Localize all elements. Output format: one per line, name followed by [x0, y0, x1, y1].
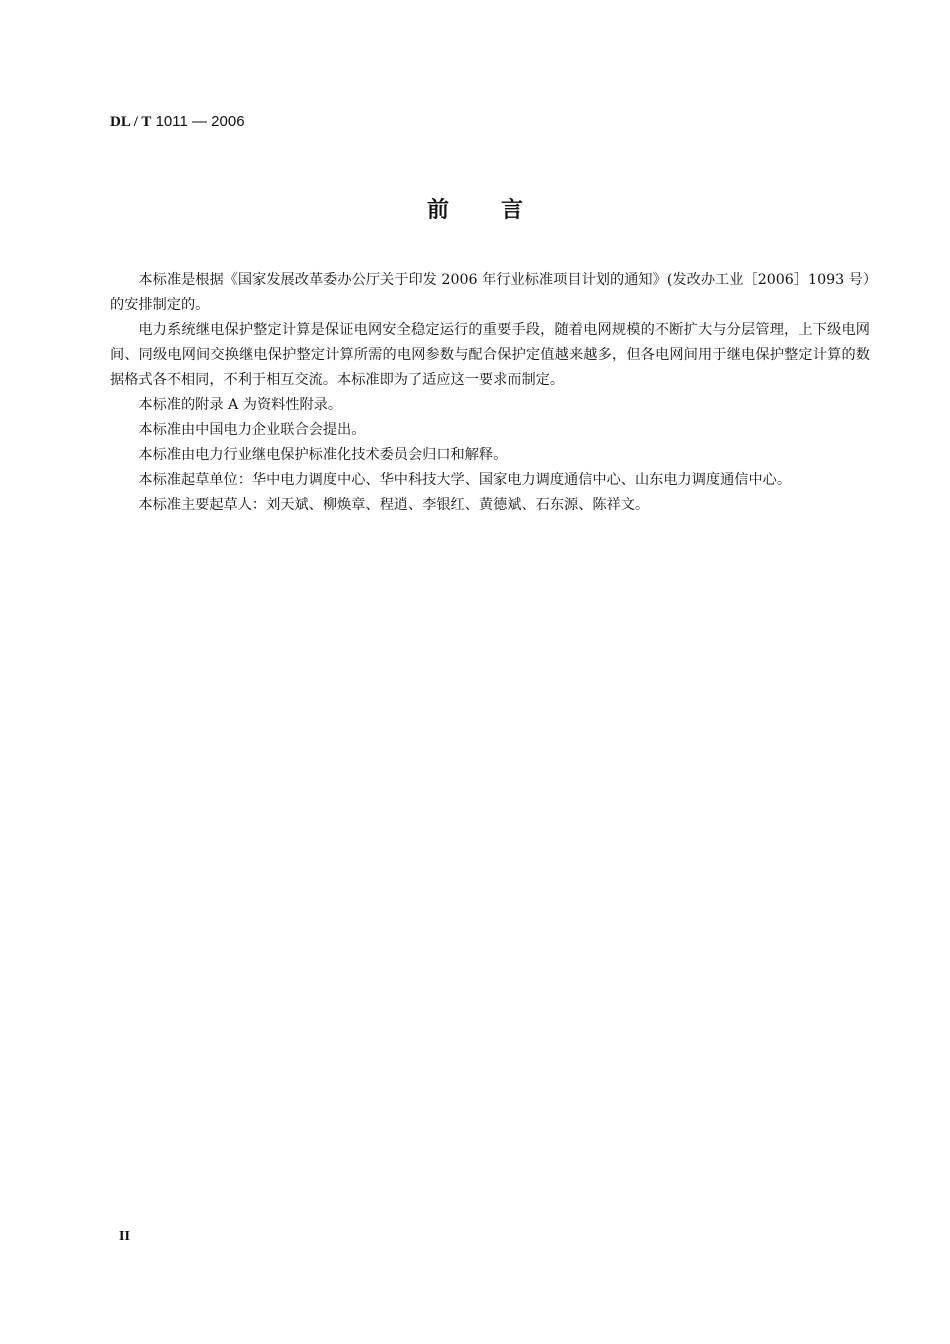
paragraph-basis: 本标准是根据《国家发展改革委办公厅关于印发 2006 年行业标准项目计划的通知》(发改办工业［2006］1093 号）的安排制定的。 — [110, 272, 870, 313]
standard-code-header — [110, 113, 245, 131]
paragraph-purpose: 电力系统继电保护整定计算是保证电网安全稳定运行的重要手段，随着电网规模的不断扩大与分层管理，上下级电网间、同级电网间交换继电保护整定计算所需的电网参数与配合保护定值越来越多，但各电网间用于继电保护整定计算的数据格式各不相同，不利于相互交流。本标准即为了适应这一要求而制定。 — [110, 322, 870, 388]
standard-number: 1011 — 2006 — [155, 113, 245, 130]
standard-prefix: DL / T — [110, 114, 152, 130]
paragraph-appendix: 本标准的附录 A 为资料性附录。 — [138, 397, 343, 413]
title-char-1: 前 — [426, 198, 449, 223]
paragraph-drafting-units: 本标准起草单位：华中电力调度中心、华中科技大学、国家电力调度通信中心、山东电力调度通信中心。 — [138, 472, 792, 488]
page-title — [0, 193, 950, 224]
foreword-body — [110, 268, 870, 518]
paragraph-administrator: 本标准由电力行业继电保护标准化技术委员会归口和解释。 — [138, 447, 508, 463]
page-number: II — [119, 1229, 130, 1244]
paragraph-proposer: 本标准由中国电力企业联合会提出。 — [138, 422, 366, 438]
title-char-2: 言 — [501, 198, 524, 223]
paragraph-drafters: 本标准主要起草人：刘天斌、柳焕章、程逍、李银红、黄德斌、石东源、陈祥文。 — [138, 497, 650, 513]
